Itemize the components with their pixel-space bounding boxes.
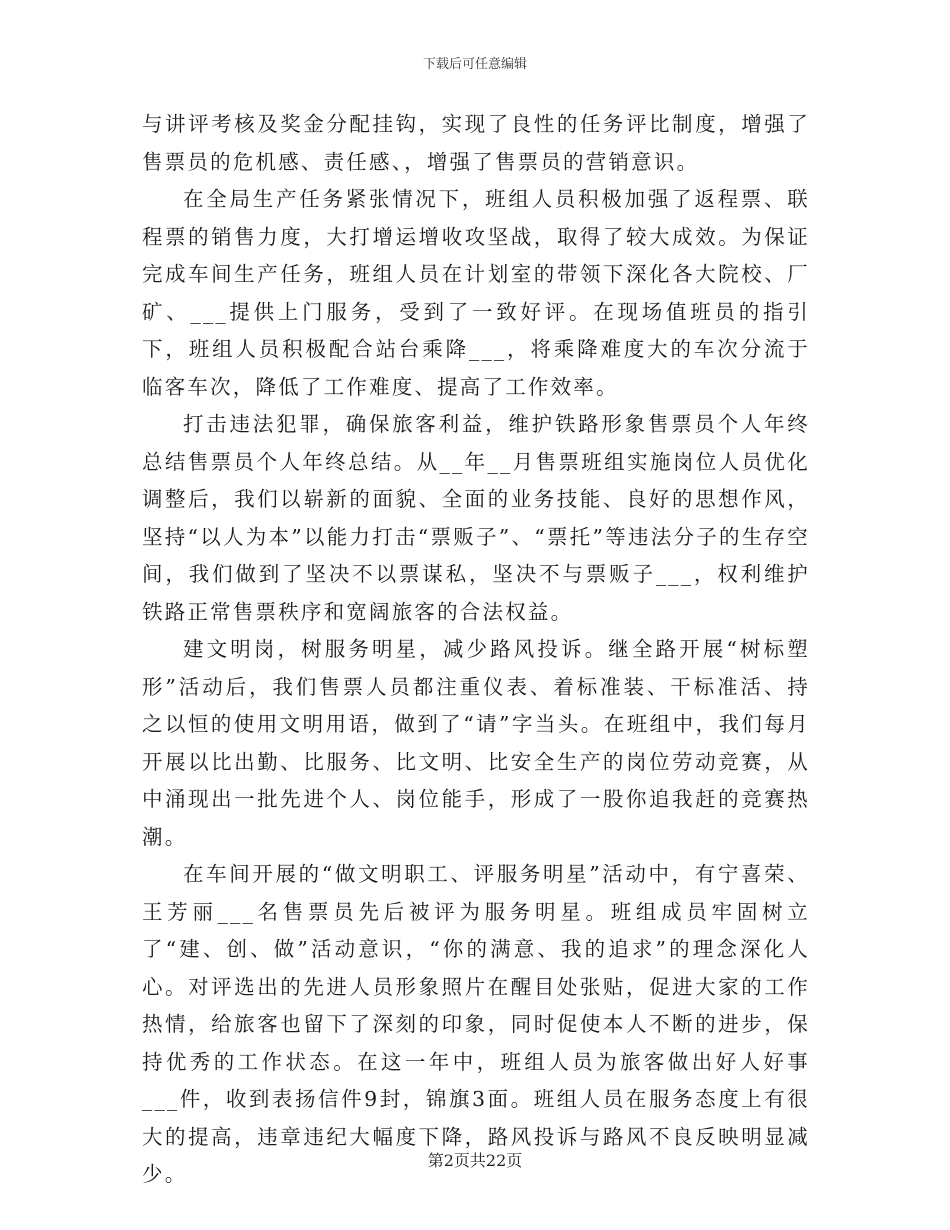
document-body (142, 106, 810, 1194)
paragraph-civilized-post: 建文明岗，树服务明星，减少路风投诉。继全路开展“树标塑形”活动后，我们售票人员都注重仪表、着标准装、干标准活、持之以恒的使用文明用语，做到了“请”字当头。在班组中，我们每月开展以比出勤、比服务、比文明、比安全生产的岗位劳动竞赛，从中涌现出一批先进个人、岗位能手，形成了一股你追我赶的竞赛热潮。 (142, 637, 810, 849)
page-header-note: 下载后可任意编辑 (422, 57, 527, 72)
page-number: 第2页共22页 (427, 1151, 523, 1170)
paragraph-production-tasks: 在全局生产任务紧张情况下，班组人员积极加强了返程票、联程票的销售力度，大打增运增收攻坚战，取得了较大成效。为保证完成车间生产任务，班组人员在计划室的带领下深化各大院校、厂矿、___提供上门服务，受到了一致好评。在现场值班员的指引下，班组人员积极配合站台乘降___，将乘降难度大的车次分流于临客车次，降低了工作难度、提高了工作效率。 (142, 187, 810, 399)
paragraph-crime-fighting: 打击违法犯罪，确保旅客利益，维护铁路形象售票员个人年终总结售票员个人年终总结。从__年__月售票班组实施岗位人员优化调整后，我们以崭新的面貌、全面的业务技能、良好的思想作风，坚持“以人为本”以能力打击“票贩子”、“票托”等违法分子的生存空间，我们做到了坚决不以票谋私，坚决不与票贩子___，权利维护铁路正常售票秩序和宽阔旅客的合法权益。 (142, 412, 810, 624)
paragraph-continuation: 与讲评考核及奖金分配挂钩，实现了良性的任务评比制度，增强了售票员的危机感、责任感、，增强了售票员的营销意识。 (142, 112, 810, 174)
paragraph-service-stars: 在车间开展的“做文明职工、评服务明星”活动中，有宁喜荣、王芳丽___名售票员先后被评为服务明星。班组成员牢固树立了“建、创、做”活动意识，“你的满意、我的追求”的理念深化人心。对评选出的先进人员形象照片在醒目处张贴，促进大家的工作热情，给旅客也留下了深刻的印象，同时促使本人不断的进步，保持优秀的工作状态。在这一年中，班组人员为旅客做出好人好事___件，收到表扬信件9封，锦旗3面。班组人员在服务态度上有很大的提高，违章违纪大幅度下降，路风投诉与路风不良反映明显减少。 (142, 862, 810, 1186)
